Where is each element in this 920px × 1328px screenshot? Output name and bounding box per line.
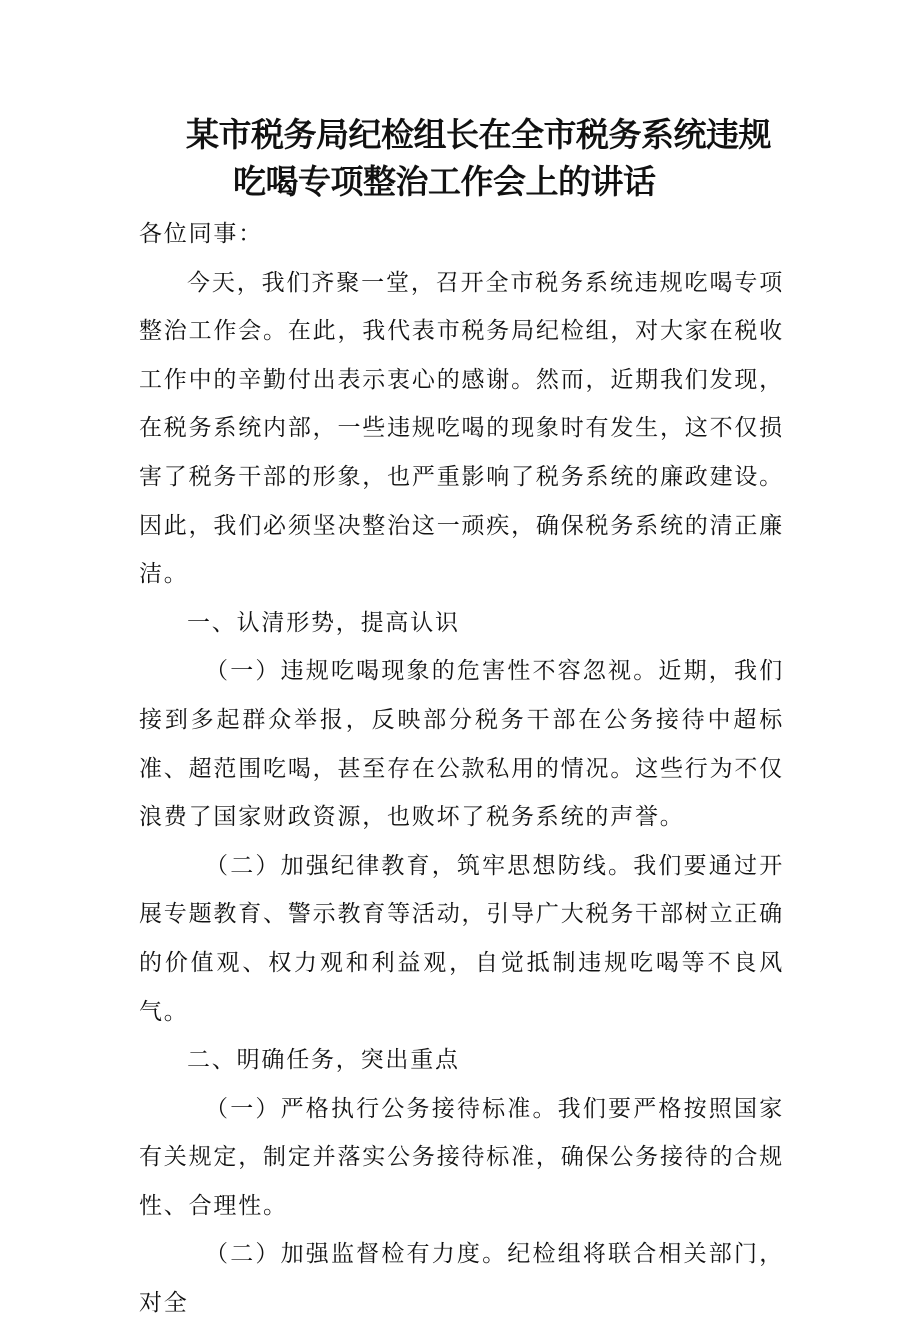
paragraph-intro: 今天，我们齐聚一堂，召开全市税务系统违规吃喝专项整治工作会。在此，我代表市税务局纪检组，对大家在税收工作中的辛勤付出表示衷心的感谢。然而，近期我们发现，在税务系统内部，一些违规吃喝的现象时有发生，这不仅损害了税务干部的形象，也严重影响了税务系统的廉政建设。因此，我们必须坚决整治这一顽疾，确保税务系统的清正廉洁。 — [139, 269, 784, 588]
document-title-line-1: 某市税务局纪检组长在全市税务系统违规 — [186, 115, 771, 154]
paragraph-2-2: （二）加强监督检有力度。纪检组将联合相关部门，对全 — [139, 1241, 784, 1317]
document-body — [139, 210, 784, 1328]
document-title-line-2: 吃喝专项整治工作会上的讲话 — [233, 162, 656, 201]
paragraph-1-2: （二）加强纪律教育，筑牢思想防线。我们要通过开展专题教育、警示教育等活动，引导广大税务干部树立正确的价值观、权力观和利益观，自觉抵制违规吃喝等不良风气。 — [139, 852, 784, 1025]
salutation: 各位同事： — [139, 221, 263, 247]
paragraph-2-1: （一）严格执行公务接待标准。我们要严格按照国家有关规定，制定并落实公务接待标准，确保公务接待的合规性、合理性。 — [139, 1095, 784, 1219]
section-heading-1: 一、认清形势，提高认识 — [187, 609, 460, 636]
paragraph-1-1: （一）违规吃喝现象的危害性不容忽视。近期，我们接到多起群众举报，反映部分税务干部在公务接待中超标准、超范围吃喝，甚至存在公款私用的情况。这些行为不仅浪费了国家财政资源，也败坏了税务系统的声誉。 — [139, 658, 784, 831]
section-heading-2: 二、明确任务，突出重点 — [187, 1047, 460, 1074]
